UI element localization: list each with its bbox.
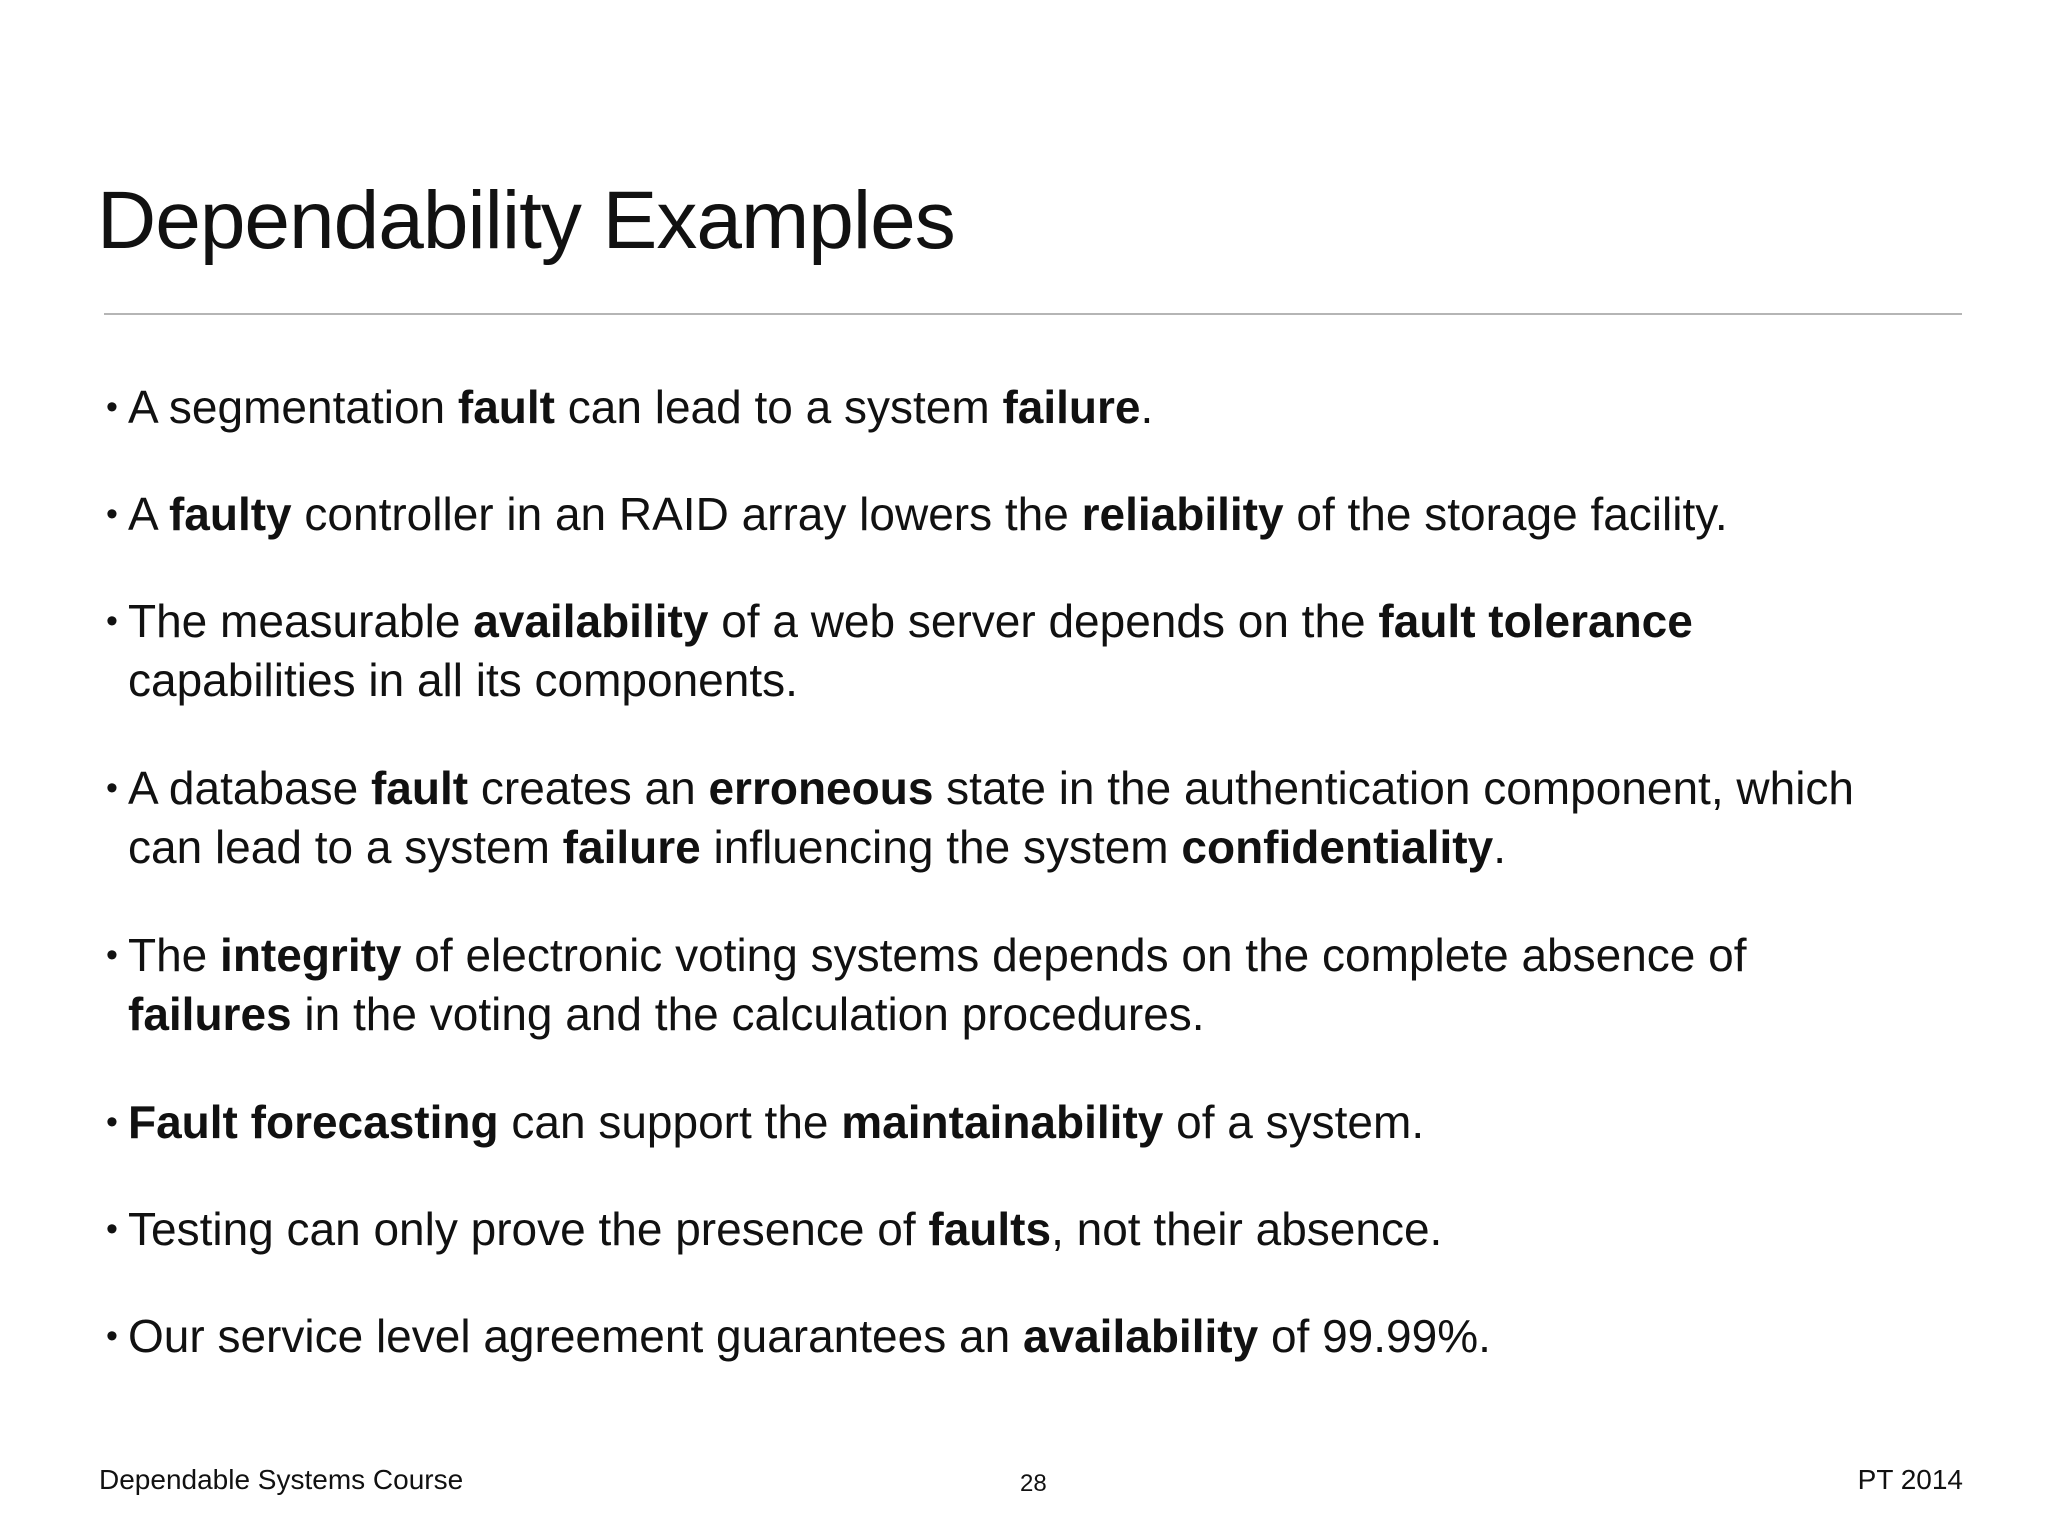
text-run: of a web server depends on the (708, 595, 1379, 647)
slide-title: Dependability Examples (97, 175, 955, 266)
text-run: can lead to a system (128, 821, 563, 873)
text-run-bold: failures (128, 988, 292, 1040)
bullet-marker: • (106, 1210, 118, 1248)
text-run: The measurable (128, 595, 474, 647)
text-run: capabilities in all its components. (128, 654, 798, 706)
text-run: creates an (468, 762, 709, 814)
bullet-text (128, 759, 1854, 877)
text-run: of the storage facility. (1283, 488, 1728, 540)
bullet-line (128, 1310, 1491, 1362)
bullet-text (128, 926, 1747, 1044)
bullet-line (128, 762, 1854, 814)
text-run: . (1140, 381, 1154, 433)
bullet-line (128, 488, 1728, 540)
text-run-bold: integrity (220, 929, 402, 981)
text-run: of electronic voting systems depends on the complete absence of (401, 929, 1747, 981)
text-run-bold: reliability (1081, 488, 1284, 540)
bullet-line (128, 929, 1747, 981)
text-run-bold: fault (370, 762, 469, 814)
text-run-bold: availability (1022, 1310, 1259, 1362)
text-run-bold: failure (562, 821, 701, 873)
bullet-line (128, 988, 1205, 1040)
title-divider (104, 313, 1962, 315)
footer-term: PT 2014 (1857, 1464, 1963, 1495)
bullet-marker: • (106, 769, 118, 807)
text-run-bold: fault tolerance (1378, 595, 1693, 647)
bullet-marker: • (106, 1317, 118, 1355)
text-run: of a system. (1163, 1096, 1425, 1148)
bullet-text (128, 592, 1693, 710)
footer-course-name: Dependable Systems Course (99, 1464, 464, 1495)
text-run: . (1493, 821, 1506, 873)
bullet-marker: • (106, 936, 118, 974)
bullet-marker: • (106, 495, 118, 533)
text-run: Testing can only prove the presence of (128, 1203, 929, 1255)
text-run: , not their absence. (1051, 1203, 1443, 1255)
text-run: A database (128, 762, 371, 814)
bullet-line (128, 1203, 1442, 1255)
text-run-bold: confidentiality (1181, 821, 1494, 873)
bullet-line (128, 381, 1153, 433)
text-run: A segmentation (128, 381, 458, 433)
bullet-text (128, 378, 1153, 437)
bullet-text (128, 485, 1728, 544)
text-run-bold: Fault forecasting (128, 1096, 499, 1148)
bullet-line (128, 1096, 1424, 1148)
text-run-bold: erroneous (708, 762, 934, 814)
text-run-bold: maintainability (841, 1096, 1164, 1148)
text-run-bold: failure (1002, 381, 1141, 433)
bullet-text (128, 1093, 1424, 1152)
bullet-line (128, 654, 798, 706)
text-run-bold: faults (928, 1203, 1052, 1255)
text-run: controller in an RAID array lowers the (291, 488, 1082, 540)
text-run: state in the authentication component, which (933, 762, 1854, 814)
bullet-line (128, 821, 1506, 873)
bullet-marker: • (106, 1103, 118, 1141)
bullet-marker: • (106, 602, 118, 640)
text-run: can support the (498, 1096, 842, 1148)
bullet-text (128, 1200, 1442, 1259)
text-run: The (128, 929, 221, 981)
text-run: of 99.99%. (1258, 1310, 1491, 1362)
slide-page-number: 28 (1020, 1470, 1047, 1497)
text-run: Our service level agreement guarantees an (128, 1310, 1023, 1362)
bullet-marker: • (106, 388, 118, 426)
text-run: can lead to a system (555, 381, 1003, 433)
text-run-bold: availability (473, 595, 709, 647)
text-run: in the voting and the calculation procedures. (291, 988, 1205, 1040)
text-run-bold: faulty (168, 488, 292, 540)
text-run: A (128, 488, 169, 540)
bullet-text (128, 1307, 1491, 1366)
text-run-bold: fault (457, 381, 555, 433)
text-run: influencing the system (700, 821, 1182, 873)
bullet-line (128, 595, 1693, 647)
